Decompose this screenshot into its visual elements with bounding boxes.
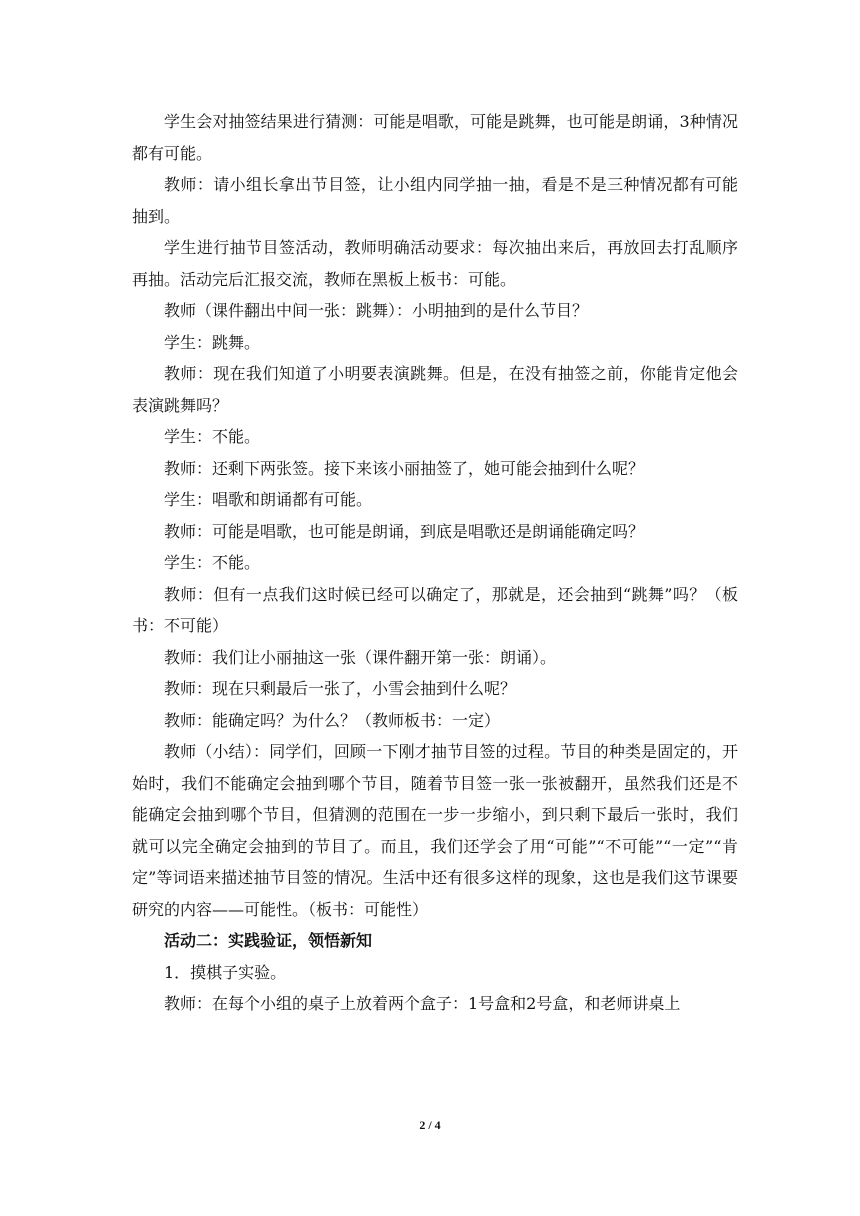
paragraph: 教师：还剩下两张签。接下来该小丽抽签了，她可能会抽到什么呢？ [164,458,645,478]
paragraph: 学生：跳舞。 [164,332,261,352]
section-heading: 活动二：实践验证，领悟新知 [164,931,373,950]
paragraph: 学生：唱歌和朗诵都有可能。 [164,490,373,509]
paragraph: 教师：在每个小组的桌子上放着两个盒子：1号盒和2号盒，和老师讲桌上 [164,994,681,1013]
paragraph: 教师：但有一点我们这时候已经可以确定了，那就是，还会抽到“跳舞”吗？（板书：不可能） [132,584,738,635]
paragraph: 学生会对抽签结果进行猜测：可能是唱歌，可能是跳舞，也可能是朗诵，3种情况都有可能。 [132,112,738,163]
paragraph: 教师：现在我们知道了小明要表演跳舞。但是，在没有抽签之前，你能肯定他会表演跳舞吗？ [132,364,738,415]
paragraph: 学生：不能。 [164,427,261,446]
paragraph: 教师：请小组长拿出节目签，让小组内同学抽一抽，看是不是三种情况都有可能抽到。 [132,175,738,226]
page-number: 2 / 4 [419,1118,441,1132]
body-text [132,106,738,1020]
paragraph: 教师：能确定吗？为什么？（教师板书：一定） [164,710,501,730]
paragraph: 学生：不能。 [164,553,261,572]
paragraph: 学生进行抽节目签活动，教师明确活动要求：每次抽出来后，再放回去打乱顺序再抽。活动完后汇报交流，教师在黑板上板书：可能。 [132,238,738,289]
paragraph: 教师：可能是唱歌，也可能是朗诵，到底是唱歌还是朗诵能确定吗？ [164,521,645,541]
paragraph: 1．摸棋子实验。 [164,962,287,982]
paragraph: 教师（小结）：同学们，回顾一下刚才抽节目签的过程。节目的种类是固定的，开始时，我们不能确定会抽到哪个节目，随着节目签一张一张被翻开，虽然我们还是不能确定会抽到哪个节目，但猜测的范围在一步一步缩小，到只剩下最后一张时，我们就可以完全确定会抽到的节目了。而且，我们还学会了用“可能”“不可能”“一定”“肯定”等词语来描述抽节目签的情况。生活中还有很多这样的现象，这也是我们这节课要研究的内容——可能性。（板书：可能性） [132,742,738,919]
paragraph: 教师（课件翻出中间一张：跳舞）：小明抽到的是什么节目？ [164,301,589,320]
paragraph: 教师：我们让小丽抽这一张（课件翻开第一张：朗诵）。 [164,647,557,667]
paragraph: 教师：现在只剩最后一张了，小雪会抽到什么呢？ [164,679,517,698]
